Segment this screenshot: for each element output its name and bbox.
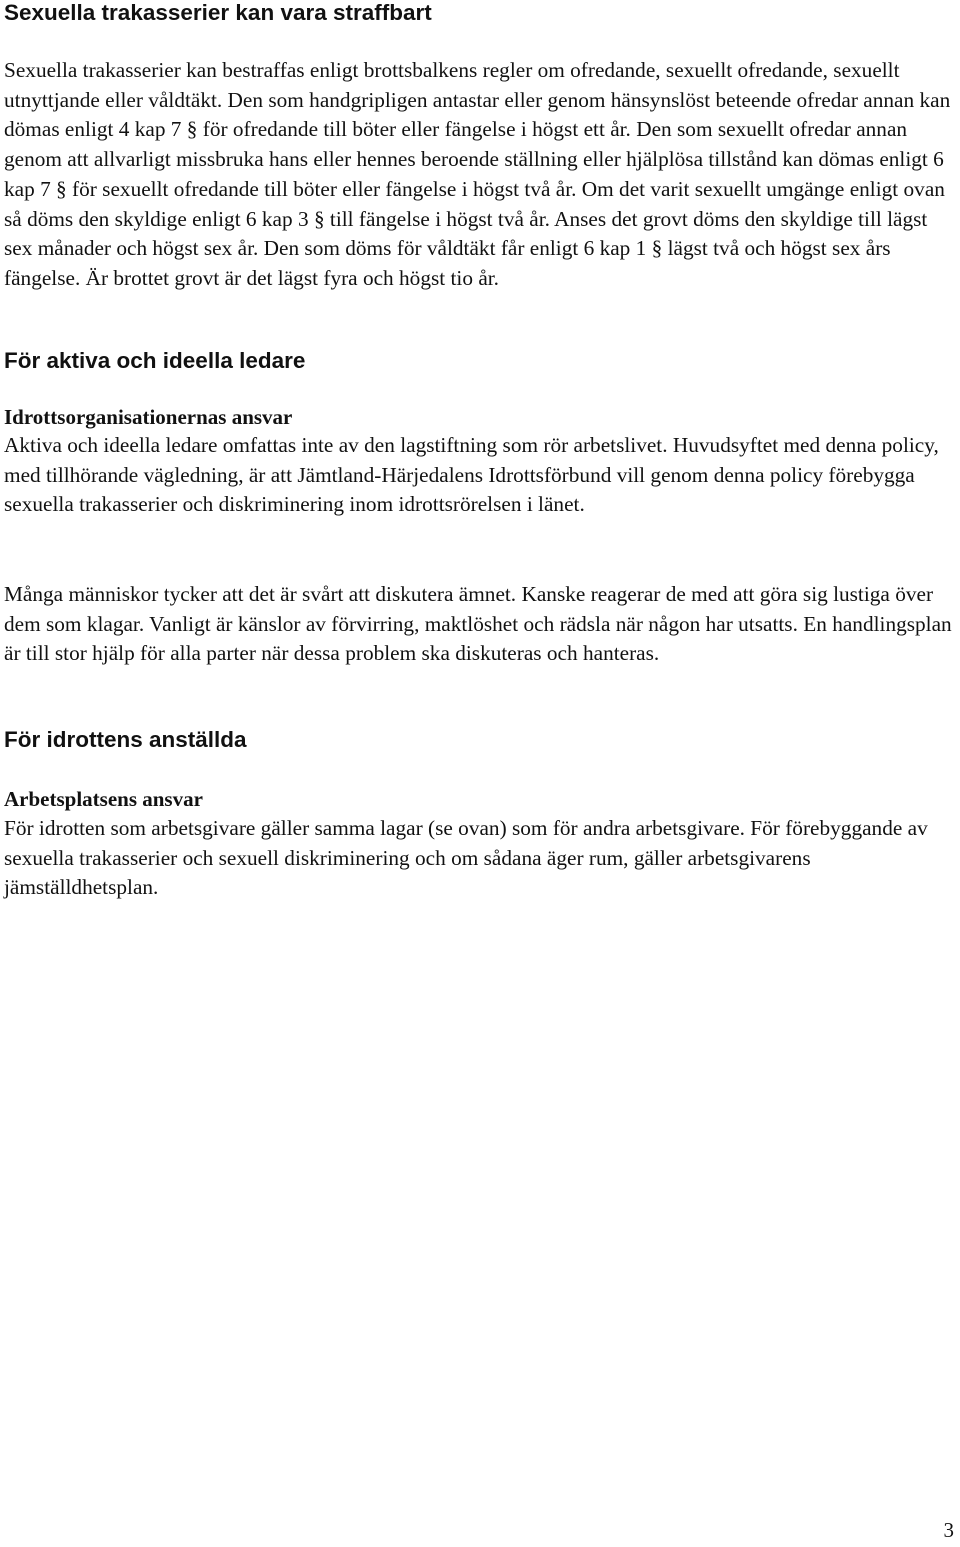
subheading-workplace-responsibility: Arbetsplatsens ansvar xyxy=(4,787,203,811)
paragraph-employer-equality-plan: För idrotten som arbetsgivare gäller samma lagar (se ovan) som för andra arbetsgivare. För förebyggande av sexuella trakasserier och sexuell diskriminering och om sådana äger rum, gäller arbetsgivarens jämställdhetsplan. xyxy=(4,816,928,900)
paragraph-action-plan: Många människor tycker att det är svårt att diskutera ämnet. Kanske reagerar de med att göra sig lustiga över dem som klagar. Vanligt är känslor av förvirring, maktlöshet och rädsla när någon har utsatts. En handlingsplan är till stor hjälp för alla parter när dessa problem ska diskuteras och hanteras. xyxy=(4,582,952,666)
page-number: 3 xyxy=(943,1518,954,1542)
subheading-sports-organisations-responsibility: Idrottsorganisationernas ansvar xyxy=(4,405,293,429)
section-heading-sports-employees: För idrottens anställda xyxy=(4,727,247,752)
paragraph-criminal-law: Sexuella trakasserier kan bestraffas enligt brottsbalkens regler om ofredande, sexuellt ofredande, sexuellt utnyttjande eller våldtäkt. Den som handgripligen antastar eller genom hänsynslöst beteende ofredar annan kan dömas enligt 4 kap 7 § för ofredande till böter eller fängelse i högst ett år. Den som sexuellt ofredar annan genom att allvarligt missbruka hans eller hennes beroende ställning eller hjälplösa tillstånd kan dömas enligt 6 kap 7 § för sexuellt ofredande till böter eller fängelse i högst två år. Om det varit sexuellt umgänge enligt ovan så döms den skyldige enligt 6 kap 3 § till fängelse i högst två år. Anses det grovt döms den skyldige till lägst sex månader och högst sex år. Den som döms för våldtäkt får enligt 6 kap 1 § lägst två och högst sex års fängelse. Är brottet grovt är det lägst fyra och högst tio år. xyxy=(4,58,951,290)
paragraph-policy-purpose: Aktiva och ideella ledare omfattas inte av den lagstiftning som rör arbetslivet. Huvudsyftet med denna policy, med tillhörande vägledning, är att Jämtland-Härjedalens Idrottsförbund vill genom denna policy förebygga sexuella trakasserier och diskriminering inom idrottsrörelsen i länet. xyxy=(4,433,939,517)
section-heading-active-and-volunteer-leaders: För aktiva och ideella ledare xyxy=(4,348,306,373)
section-heading-sexual-harassment-punishable: Sexuella trakasserier kan vara straffbart xyxy=(4,0,432,25)
